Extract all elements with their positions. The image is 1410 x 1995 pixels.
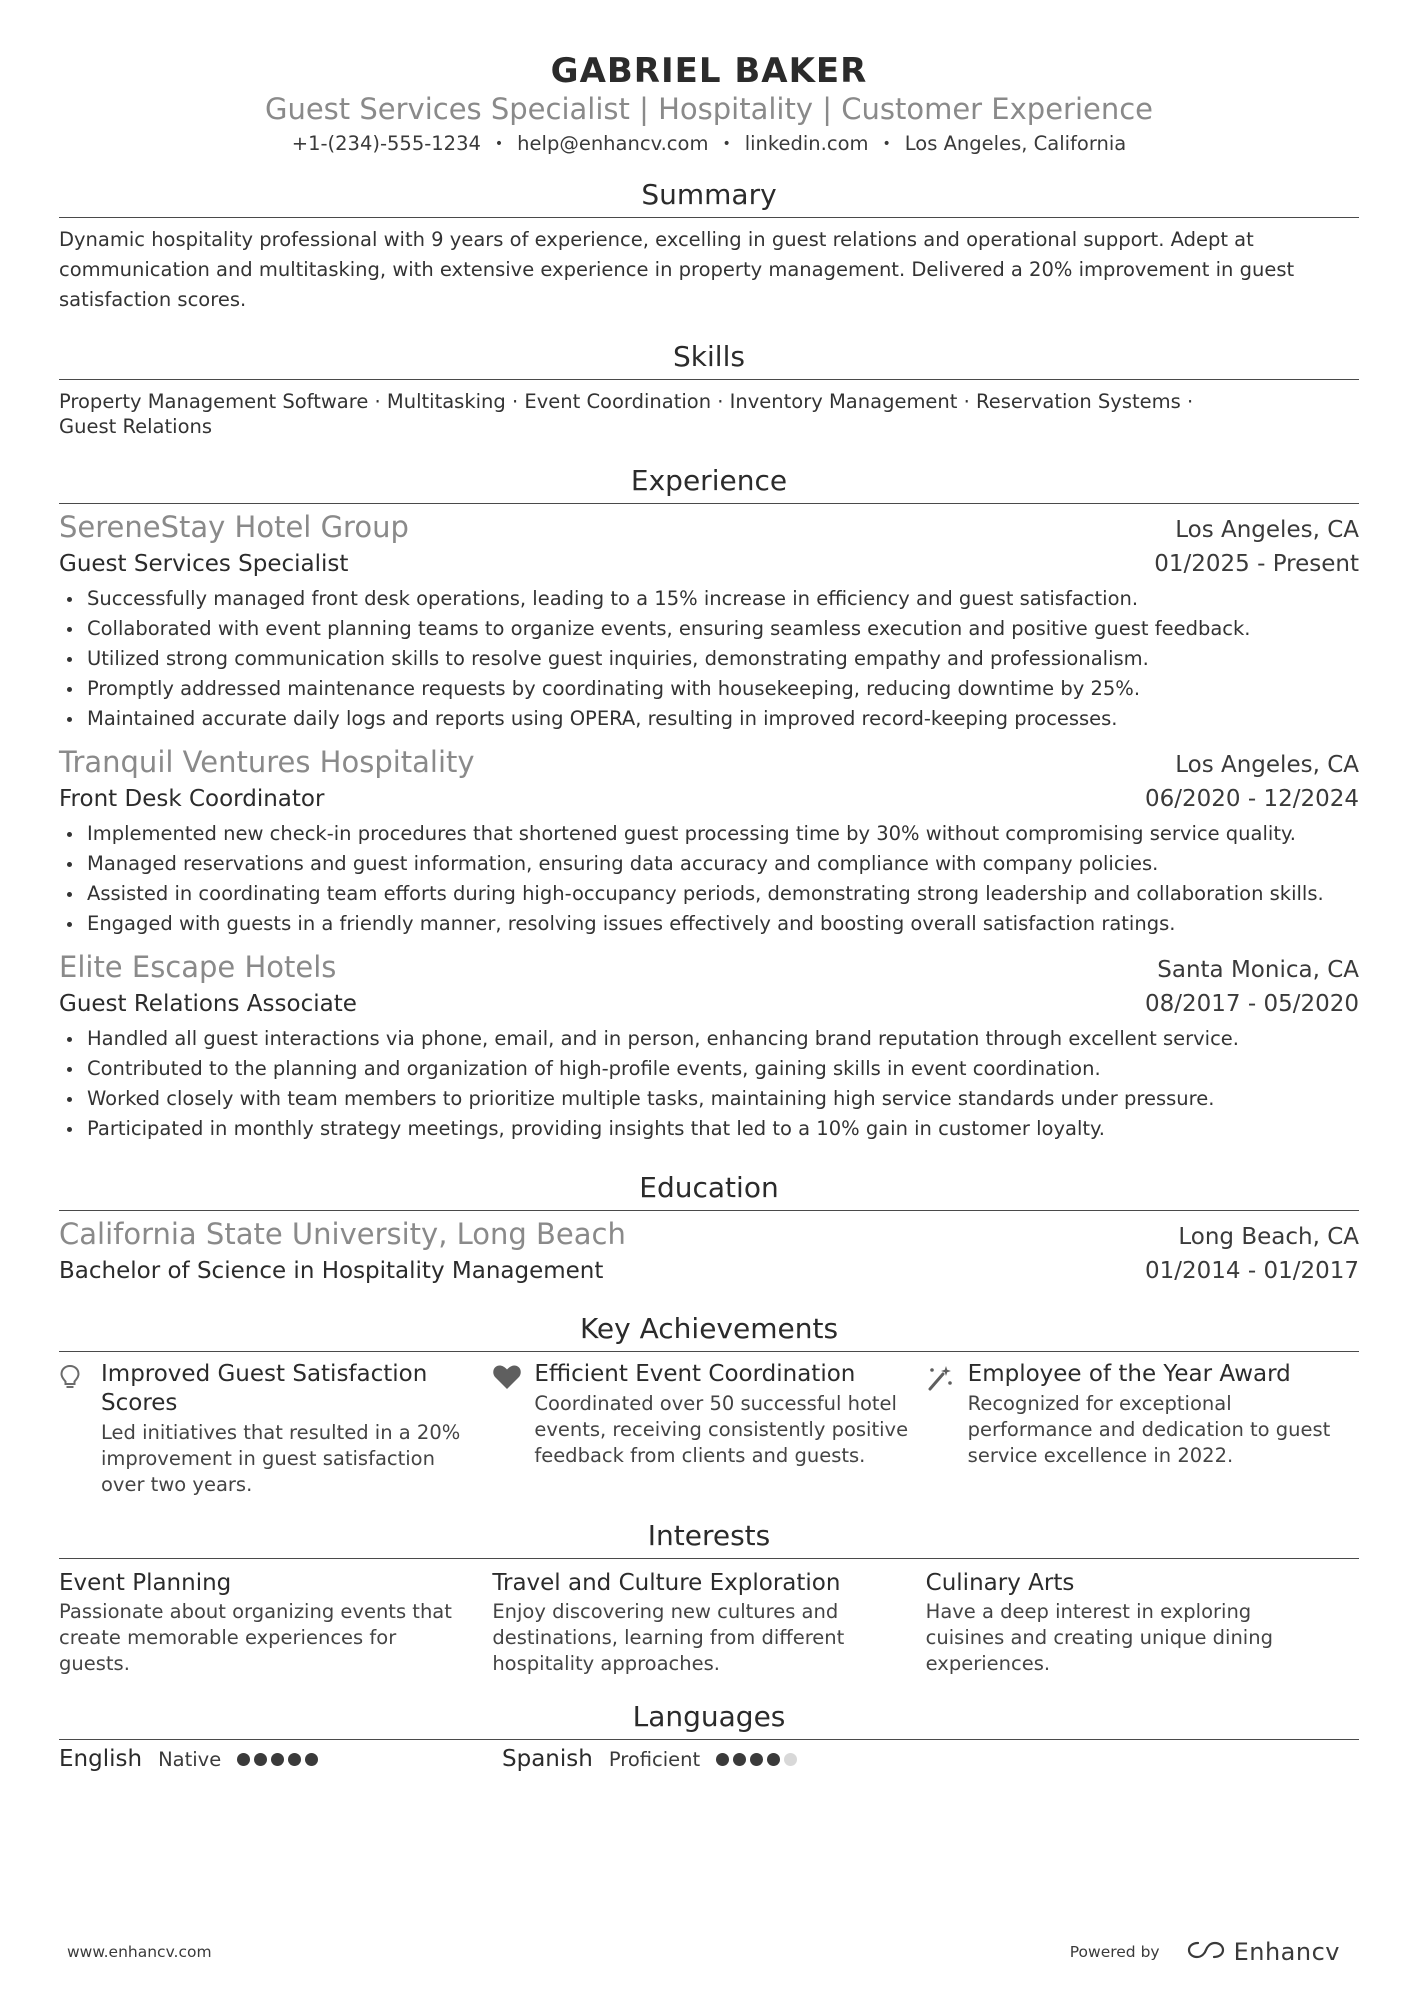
resume-page xyxy=(59,0,1359,1772)
bullet-item: Contributed to the planning and organization of high-profile events, gaining skills in event coordination. xyxy=(59,1054,1359,1084)
languages-section xyxy=(59,1699,1359,1772)
bullet-item: Assisted in coordinating team efforts during high-occupancy periods, demonstrating strong leadership and collaboration skills. xyxy=(59,879,1359,909)
section-title: Skills xyxy=(673,340,745,373)
degree: Bachelor of Science in Hospitality Management xyxy=(59,1258,604,1284)
interest-item xyxy=(59,1567,492,1677)
language-name: Spanish xyxy=(502,1746,593,1772)
job-bullets xyxy=(59,819,1359,939)
interest-item xyxy=(926,1567,1359,1677)
achievement-desc: Coordinated over 50 successful hotel events, receiving consistently positive feedback from clients and guests. xyxy=(534,1392,909,1467)
language-level: Native xyxy=(158,1748,222,1771)
job-title: Guest Relations Associate xyxy=(59,991,357,1017)
rating-dot-filled xyxy=(271,1753,284,1766)
achievement-title: Improved Guest Satisfaction Scores xyxy=(101,1361,428,1416)
section-divider xyxy=(59,1739,1359,1740)
powered-by-label: Powered by xyxy=(1069,1943,1160,1961)
job-entry xyxy=(59,949,1359,1144)
interest-title: Travel and Culture Exploration xyxy=(492,1570,841,1596)
skills-section xyxy=(59,339,1359,439)
candidate-name: GABRIEL BAKER xyxy=(550,51,868,91)
job-title: Guest Services Specialist xyxy=(59,551,349,577)
linkedin-link[interactable]: linkedin.com xyxy=(744,132,869,155)
section-title: Key Achievements xyxy=(579,1312,839,1345)
section-divider xyxy=(59,217,1359,218)
footer-url[interactable]: www.enhancv.com xyxy=(67,1943,212,1961)
language-name: English xyxy=(59,1746,143,1772)
section-divider xyxy=(59,379,1359,380)
bullet-item: Managed reservations and guest information, ensuring data accuracy and compliance with company policies. xyxy=(59,849,1359,879)
language-item xyxy=(502,1746,945,1772)
school-location: Long Beach, CA xyxy=(1178,1224,1359,1250)
bullet-item: Handled all guest interactions via phone, email, and in person, enhancing brand reputation through excellent service. xyxy=(59,1024,1359,1054)
summary-section xyxy=(59,177,1359,315)
achievement-title: Employee of the Year Award xyxy=(967,1361,1291,1387)
achievement-title: Efficient Event Coordination xyxy=(534,1361,856,1387)
rating-dot-empty xyxy=(784,1753,797,1766)
job-dates: 06/2020 - 12/2024 xyxy=(1144,786,1359,812)
magic-wand-icon xyxy=(926,1360,968,1498)
bullet-item: Utilized strong communication skills to resolve guest inquiries, demonstrating empathy and professionalism. xyxy=(59,644,1359,674)
section-title: Experience xyxy=(630,464,788,497)
section-title: Summary xyxy=(641,178,777,211)
skills-list xyxy=(59,389,1359,439)
contact-separator: • xyxy=(494,136,504,152)
job-entry xyxy=(59,509,1359,734)
bullet-item: Participated in monthly strategy meetings, providing insights that led to a 10% gain in customer loyalty. xyxy=(59,1114,1359,1144)
rating-dot-filled xyxy=(237,1753,250,1766)
candidate-headline: Guest Services Specialist | Hospitality | Customer Experience xyxy=(264,92,1154,126)
contact-line xyxy=(59,131,1359,157)
skills-line: Property Management Software · Multitasking · Event Coordination · Inventory Management · Reservation Systems · xyxy=(59,390,1194,413)
achievement-item xyxy=(492,1360,925,1498)
lightbulb-icon xyxy=(59,1360,101,1498)
interest-desc: Have a deep interest in exploring cuisines and creating unique dining experiences. xyxy=(925,1600,1273,1675)
bullet-item: Collaborated with event planning teams to organize events, ensuring seamless execution and positive guest feedback. xyxy=(59,614,1359,644)
achievement-item xyxy=(59,1360,492,1498)
interest-title: Event Planning xyxy=(59,1570,232,1596)
rating-dot-filled xyxy=(254,1753,267,1766)
phone: +1-(234)-555-1234 xyxy=(291,132,481,155)
page-footer xyxy=(67,1938,1340,1966)
bullet-item: Maintained accurate daily logs and reports using OPERA, resulting in improved record-keeping processes. xyxy=(59,704,1359,734)
bullet-item: Worked closely with team members to prioritize multiple tasks, maintaining high service standards under pressure. xyxy=(59,1084,1359,1114)
language-item xyxy=(59,1746,502,1772)
interest-item xyxy=(492,1567,925,1677)
interest-title: Culinary Arts xyxy=(925,1570,1075,1596)
school-name: California State University, Long Beach xyxy=(59,1217,626,1251)
contact-separator: • xyxy=(722,136,731,152)
job-dates: 08/2017 - 05/2020 xyxy=(1144,991,1359,1017)
job-entry xyxy=(59,744,1359,939)
education-section xyxy=(59,1170,1359,1287)
rating-dot-filled xyxy=(716,1753,729,1766)
job-bullets xyxy=(59,1024,1359,1144)
heart-icon xyxy=(492,1360,534,1498)
achievement-desc: Recognized for exceptional performance and dedication to guest service excellence in 2022. xyxy=(967,1392,1331,1467)
bullet-item: Engaged with guests in a friendly manner, resolving issues effectively and boosting overall satisfaction ratings. xyxy=(59,909,1359,939)
location: Los Angeles, California xyxy=(904,132,1127,155)
bullet-item: Implemented new check-in procedures that shortened guest processing time by 30% without compromising service quality. xyxy=(59,819,1359,849)
section-divider xyxy=(59,1558,1359,1559)
achievement-item xyxy=(926,1360,1359,1498)
company-name: Elite Escape Hotels xyxy=(59,950,337,984)
language-rating xyxy=(237,1753,318,1766)
section-title: Education xyxy=(639,1171,779,1204)
job-bullets xyxy=(59,584,1359,734)
bullet-item: Promptly addressed maintenance requests by coordinating with housekeeping, reducing downtime by 25%. xyxy=(59,674,1359,704)
brand-name: Enhancv xyxy=(1233,1938,1340,1966)
skills-line: Guest Relations xyxy=(59,415,213,438)
section-divider xyxy=(59,503,1359,504)
language-level: Proficient xyxy=(608,1748,701,1771)
rating-dot-filled xyxy=(767,1753,780,1766)
job-dates: 01/2025 - Present xyxy=(1154,551,1359,577)
job-location: Los Angeles, CA xyxy=(1175,517,1359,543)
achievements-section xyxy=(59,1311,1359,1498)
rating-dot-filled xyxy=(733,1753,746,1766)
section-title: Interests xyxy=(647,1519,771,1552)
language-rating xyxy=(716,1753,797,1766)
interests-section xyxy=(59,1518,1359,1677)
section-title: Languages xyxy=(632,1700,786,1733)
interest-desc: Enjoy discovering new cultures and destinations, learning from different hospitality approaches. xyxy=(492,1600,845,1675)
bullet-item: Successfully managed front desk operations, leading to a 15% increase in efficiency and guest satisfaction. xyxy=(59,584,1359,614)
summary-text: Dynamic hospitality professional with 9 years of experience, excelling in guest relations and operational support. Adept at communication and multitasking, with extensive experience in property management. Delivered a 20% improvement in guest satisfaction scores. xyxy=(59,228,1295,311)
contact-separator: • xyxy=(882,136,891,152)
job-location: Santa Monica, CA xyxy=(1157,957,1359,983)
interest-desc: Passionate about organizing events that create memorable experiences for guests. xyxy=(59,1600,452,1675)
company-name: Tranquil Ventures Hospitality xyxy=(59,745,475,779)
job-location: Los Angeles, CA xyxy=(1175,752,1359,778)
email[interactable]: help@enhancv.com xyxy=(517,132,709,155)
section-divider xyxy=(59,1210,1359,1211)
job-title: Front Desk Coordinator xyxy=(59,786,325,812)
rating-dot-filled xyxy=(750,1753,763,1766)
enhancv-logo-icon xyxy=(1186,1939,1226,1965)
company-name: SereneStay Hotel Group xyxy=(59,510,409,544)
achievement-desc: Led initiatives that resulted in a 20% improvement in guest satisfaction over two years. xyxy=(101,1421,461,1496)
rating-dot-filled xyxy=(288,1753,301,1766)
education-entry xyxy=(59,1216,1359,1287)
education-dates: 01/2014 - 01/2017 xyxy=(1144,1258,1359,1284)
resume-header xyxy=(59,52,1359,157)
section-divider xyxy=(59,1351,1359,1352)
rating-dot-filled xyxy=(305,1753,318,1766)
experience-section xyxy=(59,463,1359,1144)
